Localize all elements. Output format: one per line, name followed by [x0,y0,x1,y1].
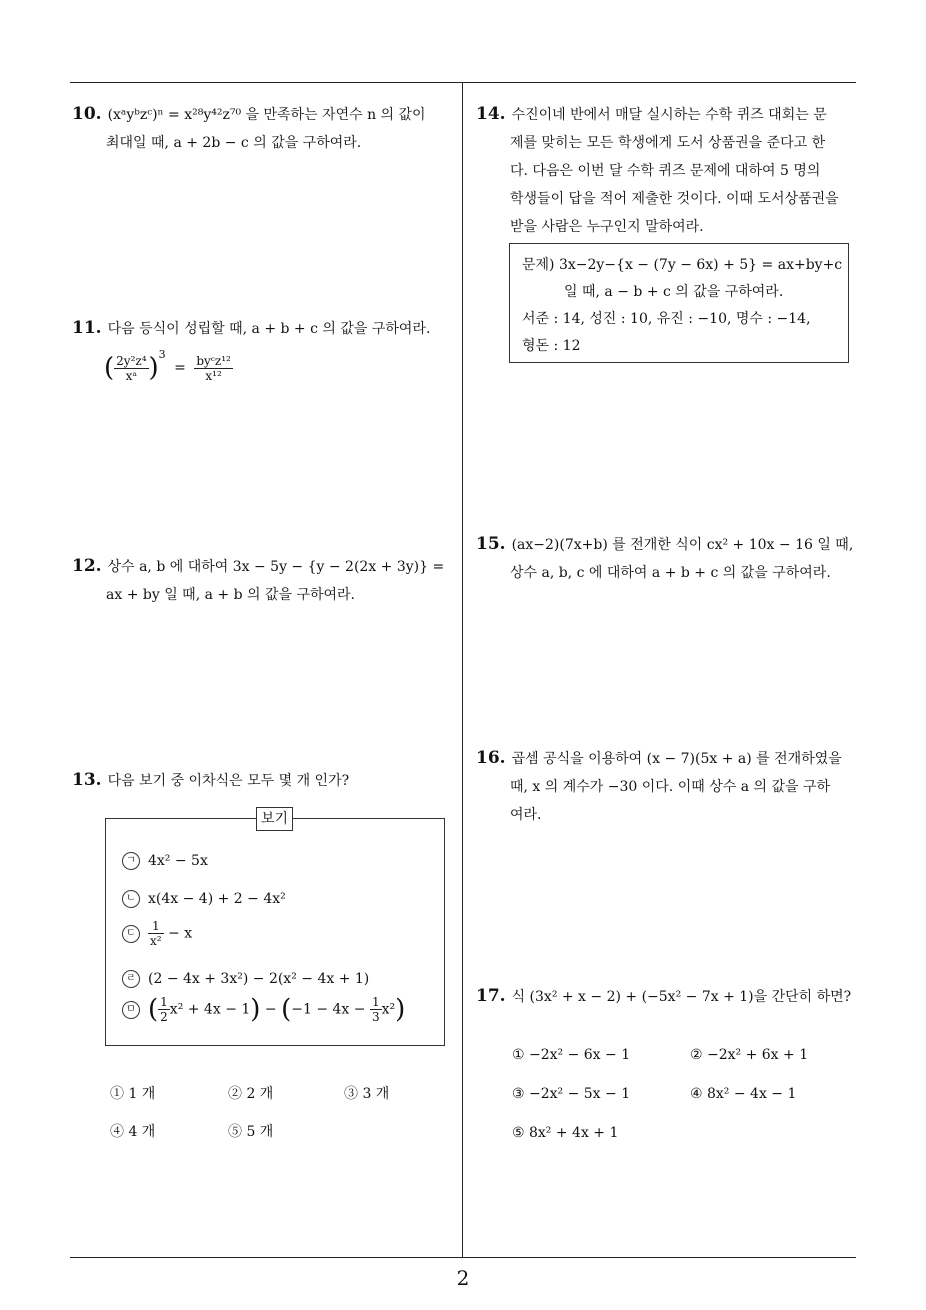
choice-1[interactable]: ① −2x² − 6x − 1 [512,1047,631,1063]
question-text-line1: 다음 등식이 성립할 때, a + b + c 의 값을 구하여라. [107,321,431,337]
question-15: 15. (ax−2)(7x+b) 를 전개한 식이 cx² + 10x − 16 일 때, 상수 a, b, c 에 대하여 a + b + c 의 값을 구하여라. [476,534,854,581]
example-item-3: ㄷ $\frac{1}{\text{x²}}$ − x [122,919,192,948]
example-box [105,811,445,1046]
choice-3[interactable]: ③ −2x² − 5x − 1 [512,1086,631,1102]
question-number: 10. [72,104,102,124]
box-title: 보기 [256,807,293,831]
equation: ( $\frac{\text{2y²z⁴}}{\text{xᵃ}}$ )$^3$ = $\frac{\text{byᶜz¹²}}{\text{x¹²}}$ [104,348,231,383]
example-item-2: ㄴ x(4x − 4) + 2 − 4x² [122,885,286,913]
bottom-rule [70,1257,856,1258]
question-number: 12. [72,556,102,576]
exponent: 3 [158,348,166,361]
example-item-4: ㄹ (2 − 4x + 3x²) − 2(x² − 4x + 1) [122,965,369,993]
problem-box: 문제) 3x−2y−{x − (7y − 6x) + 5} = ax+by+c 일 때, a − b + c 의 값을 구하여라. 서준 : 14, 성진 : 10, 유진 : −10, 명수 : −14, 형돈 : 12 [509,243,849,363]
top-rule [70,82,856,83]
question-number: 14. [476,104,506,124]
question-11 [72,314,456,383]
example-item-1: ㄱ 4x² − 5x [122,847,208,875]
choice-5[interactable]: ⑤ 8x² + 4x + 1 [512,1125,619,1141]
question-12 [72,552,456,609]
column-divider [462,82,463,1258]
choice-2[interactable]: ② −2x² + 6x + 1 [690,1047,809,1063]
question-text-line2: ax + by 일 때, a + b 의 값을 구하여라. [106,587,356,603]
choice-5[interactable]: ⑤ 5 개 [228,1124,274,1140]
choice-1[interactable]: ① 1 개 [110,1086,156,1102]
question-16: 16. 곱셈 공식을 이용하여 (x − 7)(5x + a) 를 전개하였을 때, x 의 계수가 −30 이다. 이때 상수 a 의 값을 구하 여라. [476,748,842,823]
question-number: 17. [476,986,506,1006]
question-17: 17. 식 (3x² + x − 2) + (−5x² − 7x + 1)을 간단히 하면? [476,986,852,1006]
question-13 [72,766,456,795]
question-14: 14. 수진이네 반에서 매달 실시하는 수학 퀴즈 대회는 문 제를 맞히는 모든 학생에게 도서 상품권을 준다고 한 다. 다음은 이번 달 수학 퀴즈 문제에 대하여 5 명의 학생들이 답을 적어 제출한 것이다. 이때 도서상품권을 받을 사람은 누구인지 말하여라. [476,104,839,235]
page-number: 2 [456,1266,470,1290]
lhs-denominator: xᵃ [125,368,138,383]
choice-4[interactable]: ④ 8x² − 4x − 1 [690,1086,797,1102]
rhs-numerator: byᶜz¹² [196,353,231,368]
choice-4[interactable]: ④ 4 개 [110,1124,156,1140]
rhs-denominator: x¹² [205,368,222,383]
question-text-line2: 최대일 때, a + 2b − c 의 값을 구하여라. [106,135,362,151]
question-number: 11. [72,318,102,338]
question-text-line1: 상수 a, b 에 대하여 3x − 5y − {y − 2(2x + 3y)} = [107,559,445,575]
question-10 [72,100,456,157]
question-number: 16. [476,748,506,768]
choice-2[interactable]: ② 2 개 [228,1086,274,1102]
question-text-line1: (xᵃyᵇzᶜ)ⁿ = x²⁸y⁴²z⁷⁰ 을 만족하는 자연수 n 의 값이 [107,107,426,123]
question-number: 13. [72,770,102,790]
lhs-numerator: 2y²z⁴ [116,353,147,368]
choice-3[interactable]: ③ 3 개 [344,1086,390,1102]
question-number: 15. [476,534,506,554]
example-item-5: ㅁ ( $\frac{1}{2}$ x² + 4x − 1) − (−1 − 4x − $\frac{1}{3}$ x²) [122,995,405,1024]
question-text-line1: 다음 보기 중 이차식은 모두 몇 개 인가? [107,773,350,789]
